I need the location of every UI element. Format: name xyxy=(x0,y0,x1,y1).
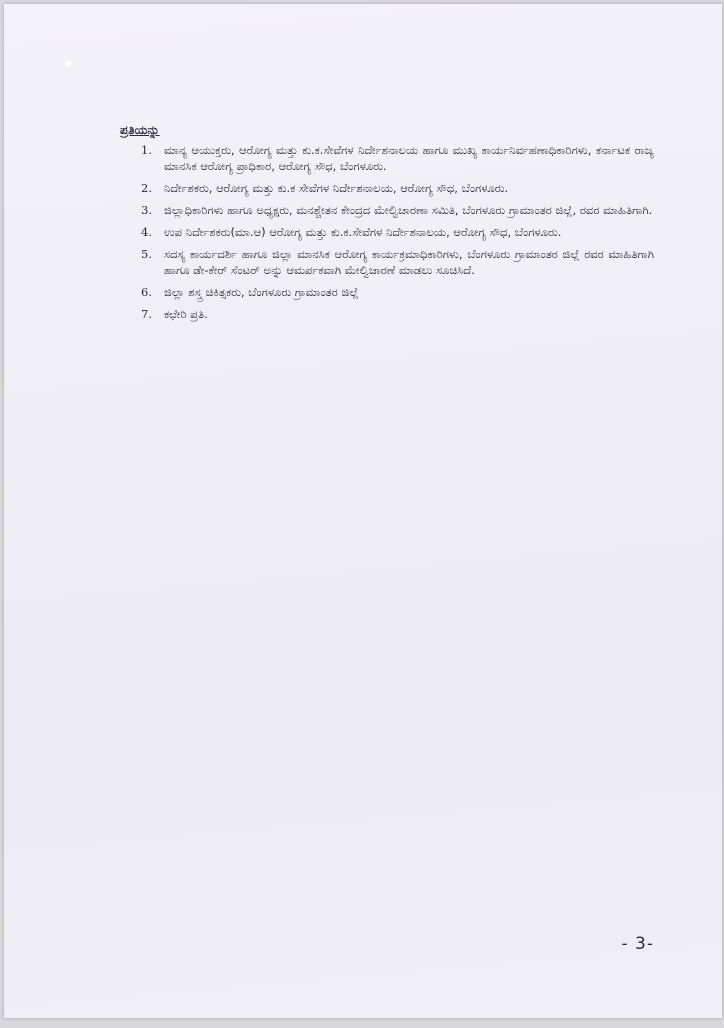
list-item xyxy=(120,284,654,300)
item-number: 1. xyxy=(141,143,152,157)
item-text: ಮಾನ್ಯ ಆಯುಕ್ತರು, ಆರೋಗ್ಯ ಮತ್ತು ಕು.ಕ.ಸೇವೆಗಳ ನಿರ್ದೇಶನಾಲಯ ಹಾಗೂ ಮುಖ್ಯ ಕಾರ್ಯನಿರ್ವಹಣಾಧಿಕಾರಿಗಳು, ಕರ್ನಾಟಕ ರಾಜ್ಯ ಮಾನಸಿಕ ಆರೋಗ್ಯ ಪ್ರಾಧಿಕಾರ, ಆರೋಗ್ಯ ಸೌಧ, ಬೆಂಗಳೂರು. xyxy=(164,143,654,173)
item-text: ಜಿಲ್ಲಾ ಶಸ್ತ್ರ ಚಿಕಿತ್ಸಕರು, ಬೆಂಗಳೂರು ಗ್ರಾಮಾಂತರ ಜಿಲ್ಲೆ xyxy=(164,285,359,299)
list-item xyxy=(120,306,654,322)
list-item xyxy=(120,224,654,240)
item-number: 2. xyxy=(141,181,152,195)
list-item xyxy=(120,180,654,196)
list-item xyxy=(120,246,654,278)
document-page xyxy=(4,4,722,1018)
item-number: 5. xyxy=(141,247,152,261)
page-number: - 3- xyxy=(621,934,654,954)
item-number: 4. xyxy=(141,225,152,239)
item-text: ಸದಸ್ಯ ಕಾರ್ಯದರ್ಶಿ ಹಾಗೂ ಜಿಲ್ಲಾ ಮಾನಸಿಕ ಆರೋಗ್ಯ ಕಾರ್ಯಕ್ರಮಾಧಿಕಾರಿಗಳು, ಬೆಂಗಳೂರು ಗ್ರಾಮಾಂತರ ಜಿಲ್ಲೆ ರವರ ಮಾಹಿತಿಗಾಗಿ ಹಾಗೂ ಡೇ-ಕೇರ್ ಸೆಂಟರ್ ಅನ್ನು ಆಮರ್ಪಕವಾಗಿ ಮೇಲ್ವಿಚಾರಣೆ ಮಾಡಲು ಸೂಚಿಸಿದೆ. xyxy=(164,247,654,277)
list-item xyxy=(120,202,654,218)
item-text: ಕಛೇರಿ ಪ್ರತಿ. xyxy=(164,307,208,321)
item-number: 6. xyxy=(141,285,152,299)
punch-hole xyxy=(64,59,73,68)
item-text: ನಿರ್ದೇಶಕರು, ಆರೋಗ್ಯ ಮತ್ತು ಕು.ಕ ಸೇವೆಗಳ ನಿರ್ದೇಶನಾಲಯ, ಆರೋಗ್ಯ ಸೌಧ, ಬೆಂಗಳೂರು. xyxy=(164,181,509,195)
copies-section xyxy=(120,122,654,328)
list-item xyxy=(120,142,654,174)
copies-list xyxy=(120,142,654,322)
item-text: ಉಪ ನಿರ್ದೇಶಕರು(ಮಾ.ಆ) ಆರೋಗ್ಯ ಮತ್ತು ಕು.ಕ.ಸೇವೆಗಳ ನಿರ್ದೇಶನಾಲಯ, ಆರೋಗ್ಯ ಸೌಧ, ಬೆಂಗಳೂರು. xyxy=(164,225,562,239)
item-number: 3. xyxy=(141,203,152,217)
item-text: ಜಿಲ್ಲಾಧಿಕಾರಿಗಳು ಹಾಗೂ ಅಧ್ಯಕ್ಷರು, ಮನಶ್ಚೇತನ ಕೇಂದ್ರದ ಮೇಲ್ವಿಚಾರಣಾ ಸಮಿತಿ, ಬೆಂಗಳೂರು ಗ್ರಾಮಾಂತರ ಜಿಲ್ಲೆ, ರವರ ಮಾಹಿತಿಗಾಗಿ. xyxy=(164,203,653,217)
copies-heading: ಪ್ರತಿಯನ್ನು xyxy=(120,123,160,137)
item-number: 7. xyxy=(141,307,152,321)
